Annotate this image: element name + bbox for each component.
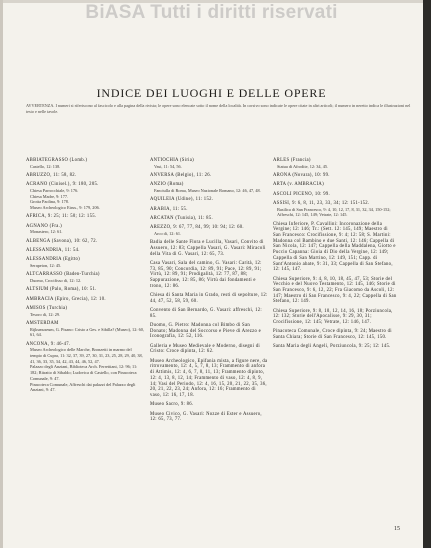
entry-heading: ABBIATEGRASSO (Lomb.) xyxy=(26,158,88,163)
index-entry xyxy=(150,240,268,257)
page-left-edge xyxy=(0,0,3,548)
entry-heading: ASCOLI PICENO, 10: 99. xyxy=(273,191,330,197)
entry-heading: ALTSIUM (Palo, Roma), 10: 51. xyxy=(26,287,97,293)
entry-line: Chiesa Madre, 9: 177. xyxy=(30,193,69,199)
index-entry xyxy=(150,359,268,399)
entry-heading: Galleria e Museo Medievale e Moderno, disegni di Cristo: Croce dipinta, 12: 62. xyxy=(150,343,260,355)
entry-heading: Chiesa Inferiore, P. Cavallini: Incoronazione della Vergine; 12: 146; Tr.: (Sett. 12: 145, 149; Maestro di San Francesco: Crocifissione, 9: 4; 12: 58; S. Martini: Madonna col Bambino e due Santi, 12: 146; Cappella di San Nicola, 12: 147; Cappella della Maddalena, Giotto e Puccio Capanna: Gioia di Dio della Vergine, 12: 149; Cappella di San Martino, 12: 149, 151; Capp. di Sant'Antonio abate, 9: 31, 33; Cappella di San Stefano, 12: 145, 147. xyxy=(273,221,396,273)
index-entry xyxy=(273,309,397,326)
entry-heading: Duomo, G. Pietro: Madonna col Bimbo di San Donato; Madonna del Soccorso e Pieve di Arezzo e Iconografia, 12: 52, 116. xyxy=(150,323,261,340)
index-entry xyxy=(150,158,268,169)
entry-heading: ABRUZZO, 11: 58, 82. xyxy=(26,173,77,178)
entry-heading: AREZZO, 9: 67, 77, 84, 99; 10: 94; 12: 60. xyxy=(150,225,244,231)
entry-heading: AMISOS (Turchia) xyxy=(26,305,68,311)
index-entry xyxy=(26,182,144,211)
index-entry xyxy=(150,402,268,408)
entry-heading: Casa Vasari, Sala del camino, G. Vasari: Carità, 12: 73, 85, 90; Concordia, 12: 89, 91; Pace, 12: 89, 91; Virtù, 12: 89, 91; Prodigalità, 12: 77, 87, 88; Sappurazione, 12: 85, 86; Virtù dai fondamenti e trono, 12: 86. xyxy=(150,260,262,289)
index-column-3 xyxy=(273,158,397,354)
entry-heading: ALTCARRASSO (Baden-Turchia) xyxy=(26,272,100,278)
entry-line: Museo Archeologico Etrus., 9: 179, 206. xyxy=(30,205,100,211)
entry-heading: Museo Sacro, 9: 86. xyxy=(150,402,194,408)
entry-heading: Museo Civico, G. Vasari: Nozze di Ester e Assuero, 12: 65, 73, 77. xyxy=(150,411,262,423)
entry-heading: Santa Maria degli Angeli, Porziuncola, 9: 25; 12: 145. xyxy=(273,344,391,350)
index-entry xyxy=(26,297,144,303)
page-right-edge xyxy=(423,0,431,548)
entry-line: Pinacoteca Comunale, Affreschi dai palazzi del Palazzo degli Anziani, 9: 47. xyxy=(30,381,136,393)
index-entry xyxy=(273,344,397,350)
entry-line: Vasi, 11: 54, 56. xyxy=(154,163,182,169)
entry-heading: ANZIO (Roma) xyxy=(150,182,184,188)
page-number: 15 xyxy=(394,526,400,532)
index-entry xyxy=(150,308,268,319)
entry-line: Tesoro di, 12: 29. xyxy=(30,311,61,317)
entry-heading: Convento di San Bernardo, G. Vasari: affreschi, 12: 85. xyxy=(150,308,262,319)
index-entry xyxy=(150,207,268,213)
entry-heading: Chiesa Superiore, 9: 8, 10, 12, 14, 16, 18; Porziuncola, 12: 132; Storie dell'Apocalisse, 9: 29, 30, 31; Crocifissione, 12: 145; Vetrate, 12: 146, 147. xyxy=(273,308,393,326)
entry-heading: ALBENGA (Savona), 10: 62, 72. xyxy=(26,238,98,244)
intro-note: AVVERTENZA. I numeri si riferiscono al fascicolo e alla pagina della rivista; le opere sono elencate sotto il nome della località. In corsivo sono indicate le opere citate in altri articoli; il numero in neretto indica le illustrazioni nel testo e nelle tavole. xyxy=(26,103,411,114)
entry-heading: ARABIA, 11: 55. xyxy=(150,206,188,212)
index-column-2 xyxy=(150,158,268,427)
index-entry xyxy=(26,158,144,169)
entry-heading: ASSISI, 9: 6, 8, 11, 23, 33, 34; 12: 151-152. xyxy=(273,200,370,206)
entry-heading: ANCONA, 9: 46-47. xyxy=(26,341,71,347)
entry-line: Fanciulla di Roma, Museo Nazionale Romano, 12: 46, 47, 48. xyxy=(154,188,261,193)
entry-line: Monastero, 12: 61. xyxy=(30,229,63,235)
index-entry xyxy=(26,224,144,235)
index-entry xyxy=(26,272,144,283)
index-entry xyxy=(26,306,144,317)
entry-heading: AGNANO (Fra.) xyxy=(26,223,62,229)
watermark: BiASA Tutti i diritti riservati xyxy=(85,2,338,23)
entry-heading: ALESSANDRIA, 11: 54. xyxy=(26,248,80,253)
index-entry xyxy=(26,248,144,254)
index-entry xyxy=(150,261,268,290)
entry-line: Grotta Paolina, 9: 178. xyxy=(30,199,70,205)
entry-line: Museo Archeologico delle Marche, Bronzetti in marmo del tempio di Cupra, 11: 32, 37, 39, 27, 30, 31, 23, 25, 28, 29, 40, 38, 41, 36, 33, 35, 34, 42, 43, 44, 46, 52, 47. xyxy=(30,347,143,364)
entry-line: Duomo, Crocifisso di, 12: 12. xyxy=(30,278,82,283)
entry-heading: Chiesa di Santa Maria in Grado, resti di sepolture, 12: 44, 47, 52, 58, 59, 60. xyxy=(150,293,268,304)
index-entry xyxy=(150,293,268,304)
entry-line: Basilica di San Francesco, 9: 4, 10, 12, 17, 8, 31, 32, 34, 150-152; Affreschi, 12: 145, 149; Vetrate, 12: 145. xyxy=(277,206,391,218)
index-entry xyxy=(26,342,144,393)
index-entry xyxy=(150,197,268,203)
index-entry xyxy=(273,192,397,198)
index-entry xyxy=(26,173,144,179)
index-entry xyxy=(273,173,397,179)
index-entry xyxy=(150,412,268,423)
entry-heading: ANTIOCHIA (Siria) xyxy=(150,158,195,163)
index-entry xyxy=(26,287,144,293)
index-entry xyxy=(273,222,397,273)
entry-heading: Pinacoteca Comunale, Croce dipinta, 9: 24; Maestro di Santa Chiara; Storie di San Francesco, 12: 145, 150. xyxy=(273,329,392,341)
index-entry xyxy=(150,173,268,179)
index-entry xyxy=(273,158,397,169)
entry-heading: AMSTERDAM xyxy=(26,320,59,326)
entry-heading: AQUILEIA (Udine), 11: 152. xyxy=(150,197,214,203)
entry-line: Arco di, 12: 61. xyxy=(154,230,182,236)
entry-heading: ARONA (Novara), 10: 99. xyxy=(273,173,330,178)
index-entry xyxy=(150,344,268,355)
entry-line: Rijksmuseum, G. Pisano: Cristo a Ges. e Sibilla? (Museo), 12: 60, 61, 64. xyxy=(30,326,144,338)
entry-heading: ARLES (Francia) xyxy=(273,158,311,163)
entry-heading: Badia delle Sante Flora e Lucilla, Vasari, Convito di Assuero, 12: 83; Cappella Vasari, G. Vasari: Miracoli della Vita di G. Vasari, 12: 65, 73. xyxy=(150,240,266,257)
index-entry xyxy=(26,214,144,220)
entry-heading: AMBRACIA (Epiro, Grecia), 12: 10. xyxy=(26,296,106,302)
index-entry xyxy=(26,321,144,338)
entry-line: Chiesa Parrocchiale, 9: 176. xyxy=(30,188,79,193)
index-entry xyxy=(150,182,268,193)
index-entry xyxy=(150,225,268,236)
entry-line: Palazzo degli Anziani, Biblioteca Arch. Ferrettiani, 12: 96; 11: 182; Ritratto di Sibaldo; Ludovica di Castello, con Pinacoteca Comunale, 9: 47. xyxy=(30,364,138,381)
entry-heading: AFRICA, 9: 25; 11: 50; 12: 155. xyxy=(26,214,97,220)
entry-line: Serapeion, 12: 45. xyxy=(30,263,62,268)
index-entry xyxy=(273,329,397,340)
entry-heading: Chiesa Superiore, 9: 4, 8, 10, 18, 45, 47, 53; Storie del Vecchio e del Nuovo Testamento, 12: 145, 146; Storie di San Francesco, 9: 6, 12, 22; Fra Giacomo da Ascoli, 12: 147; Maestro di San Francesco, 9: 4, 22; Cappella di San Stefano, 12: 149. xyxy=(273,276,397,305)
entry-line: Castello, 12: 138. xyxy=(30,163,61,169)
index-entry xyxy=(150,323,268,340)
entry-heading: ARCATAN (Tunisia), 11: 85. xyxy=(150,215,213,221)
entry-heading: ALESSANDRIA (Egitto) xyxy=(26,257,81,263)
index-entry xyxy=(150,216,268,222)
index-entry xyxy=(26,257,144,268)
index-column-1 xyxy=(26,158,144,397)
entry-heading: ACRANO (Cinisel.), 9: 180, 205. xyxy=(26,182,99,188)
entry-heading: Museo Archeologico, Epifania mista, a figure nere, da ritrovamento, 12: 4, 5, 7, 8, 13; Frammento di anfora di Attimis, 12: 4, 6, 7, 8, 11, 13; Frammento dipinto, 12: 4, 13, 8, 12, 14; Frammento di vaso, 12: 4, 8, 9, 14; Vasi del Periodo, 12: 4, 16, 15, 20, 21, 22, 35, 36, 20, 21, 22, 23, 24; Anfora, 12: 16; Frammento di vaso, 12: 16, 17, 18. xyxy=(150,358,268,398)
index-entry xyxy=(273,182,397,188)
entry-line: Statua di Afrodite, 12: 34, 45. xyxy=(277,163,329,169)
index-entry xyxy=(273,277,397,306)
entry-heading: ANVERSA (Belgio), 11: 26. xyxy=(150,173,212,178)
entry-heading: ARTA (v. AMBRACIA) xyxy=(273,182,324,188)
index-entry xyxy=(26,239,144,245)
index-entry xyxy=(273,201,397,218)
page-title: INDICE DEI LUOGHI E DELLE OPERE xyxy=(96,86,327,100)
